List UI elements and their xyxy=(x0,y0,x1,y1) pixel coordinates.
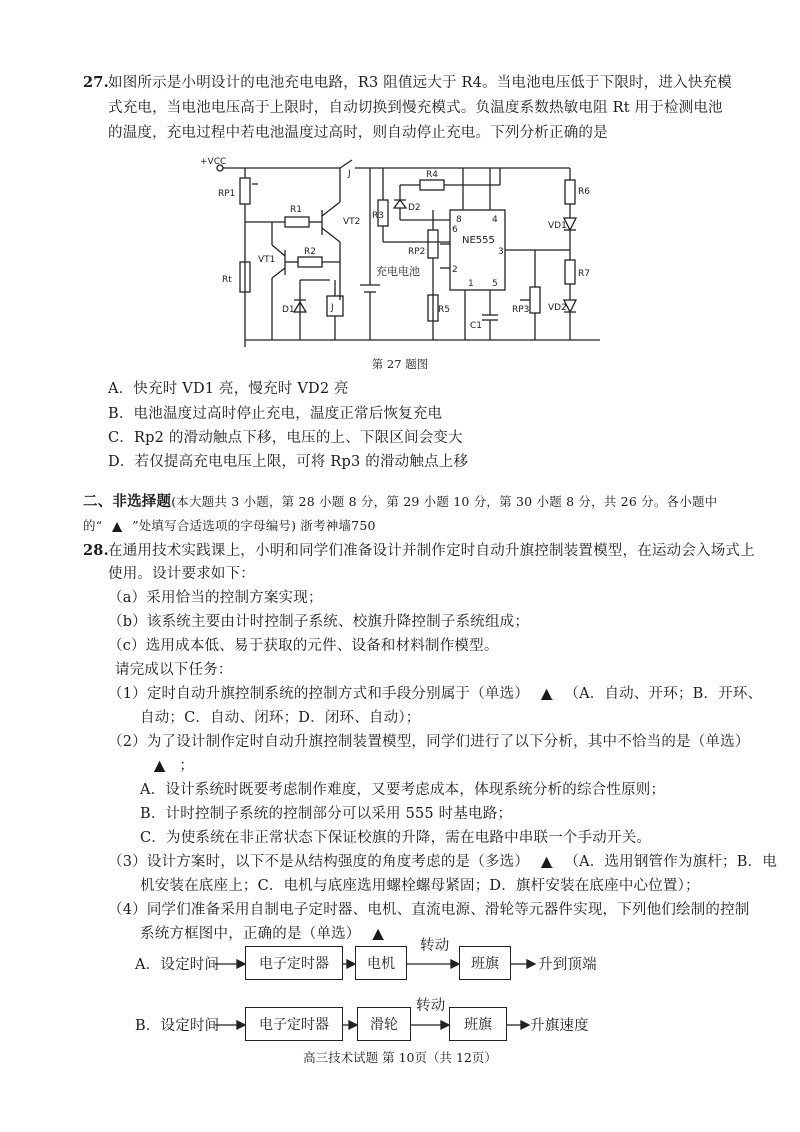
pin-5: 5 xyxy=(492,279,498,289)
diagram-a-box-timer: 电子定时器 xyxy=(245,946,343,980)
diagram-a-box-motor: 电机 xyxy=(355,946,407,980)
figure-caption: 第 27 题图 xyxy=(371,357,429,371)
q28-sub1-post: （A．自动、开环；B．开环、 xyxy=(564,686,763,702)
q28-sub2-line-1: （2）为了设计制作定时自动升旗控制装置模型，同学们进行了以下分析，其中不恰当的是（单选） xyxy=(108,734,750,750)
diagram-a-arrow-label: 转动 xyxy=(420,938,450,954)
label-ne555: NE555 xyxy=(462,235,495,246)
q28-sub3-line-1 xyxy=(108,852,777,872)
section2-desc: (本大题共 3 小题，第 28 小题 8 分，第 29 小题 10 分，第 30 小题 8 分，共 26 分。各小题中 xyxy=(171,494,718,509)
label-d1: D1 xyxy=(282,305,295,315)
q27-stem-line-2: 式充电，当电池电压高于上限时，自动切换到慢充模式。负温度系数热敏电阻 Rt 用于检测电池 xyxy=(108,100,723,116)
label-r4: R4 xyxy=(426,170,438,180)
section2-heading: 二、非选择题 xyxy=(83,493,172,510)
q27-option-b: B．电池温度过高时停止充电，温度正常后恢复充电 xyxy=(108,406,443,422)
q27-stem-line-1: 如图所示是小明设计的电池充电电路，R3 阻值远大于 R4。当电池电压低于下限时，进入快充模 xyxy=(108,75,733,91)
label-c1: C1 xyxy=(470,321,483,331)
label-vd2: VD2 xyxy=(548,303,567,313)
q27-option-c: C．Rp2 的滑动触点下移，电压的上、下限区间会变大 xyxy=(108,430,463,446)
pin-8: 8 xyxy=(456,215,462,225)
q28-stem-line-2: 使用。设计要求如下： xyxy=(108,566,255,582)
q28-sub2-option-b: B．计时控制子系统的控制部分可以采用 555 时基电路； xyxy=(140,806,513,822)
q28-sub1-line-1 xyxy=(108,684,762,704)
pin-2: 2 xyxy=(452,265,458,275)
q28-sub1-pre: （1）定时自动升旗控制系统的控制方式和手段分别属于（单选） xyxy=(108,686,530,702)
label-r5: R5 xyxy=(438,305,450,315)
page-footer: 高三技术试题 第 10页（共 12页） xyxy=(303,1050,497,1065)
label-rp3: RP3 xyxy=(512,305,530,315)
diagram-a-label: A．设定时间 xyxy=(135,957,220,973)
q28-task-intro: 请完成以下任务： xyxy=(115,662,233,678)
q28-requirement-a: （a）采用恰当的控制方案实现； xyxy=(108,590,323,606)
answer-blank[interactable]: ▲ xyxy=(154,758,166,774)
label-r6: R6 xyxy=(578,187,590,197)
label-vcc: +VCC xyxy=(200,157,227,167)
diagram-b-box-pulley: 滑轮 xyxy=(357,1007,411,1041)
label-r1: R1 xyxy=(290,205,302,215)
section2-heading-line xyxy=(83,492,717,512)
section2-desc2-post: ”处填写合适选项的字母编号) 浙考神墙750 xyxy=(132,518,376,533)
q28-sub4-line-1: （4）同学们准备采用自制电子定时器、电机、直流电源、滑轮等元器件实现，下列他们绘制的控制 xyxy=(108,902,750,918)
label-j-relay: J xyxy=(331,303,334,313)
label-j-switch: J xyxy=(348,169,351,179)
label-d2: D2 xyxy=(408,203,421,213)
q28-requirement-b: （b）该系统主要由计时控制子系统、校旗升降控制子系统组成； xyxy=(108,614,530,630)
q27-option-d: D．若仅提高充电电压上限，可将 Rp3 的滑动触点上移 xyxy=(108,454,469,470)
answer-blank[interactable]: ▲ xyxy=(541,686,553,702)
q28-sub2-answer-line xyxy=(140,756,194,776)
label-rp2: RP2 xyxy=(408,247,426,257)
q28-sub3-pre: （3）设计方案时，以下不是从结构强度的角度考虑的是（多选） xyxy=(108,854,530,870)
label-battery: 充电电池 xyxy=(376,265,420,278)
section2-desc-line-2 xyxy=(83,516,376,536)
q28-sub2-option-c: C．为使系统在非正常状态下保证校旗的升降，需在电路中串联一个手动开关。 xyxy=(140,830,652,846)
answer-blank[interactable]: ▲ xyxy=(541,854,553,870)
diagram-b-label: B．设定时间 xyxy=(135,1018,220,1034)
q27-number: 27. xyxy=(83,74,109,91)
answer-blank[interactable]: ▲ xyxy=(372,926,384,942)
label-vt2: VT2 xyxy=(343,217,361,227)
q28-sub2-tail: ； xyxy=(179,758,195,774)
label-vt1: VT1 xyxy=(258,255,276,265)
diagram-b-arrow-label: 转动 xyxy=(416,998,446,1014)
q27-stem-line-3: 的温度，充电过程中若电池温度过高时，则自动停止充电。下列分析正确的是 xyxy=(108,125,608,141)
q28-sub4-pre: 系统方框图中，正确的是（单选） xyxy=(140,926,361,942)
label-r3: R3 xyxy=(372,211,384,221)
label-rp1: RP1 xyxy=(218,189,236,199)
diagram-b-output: 升旗速度 xyxy=(530,1018,589,1034)
label-r2: R2 xyxy=(304,247,316,257)
pin-3: 3 xyxy=(498,247,504,257)
label-vd1: VD1 xyxy=(548,221,567,231)
q28-requirement-c: （c）选用成本低、易于获取的元件、设备和材料制作模型。 xyxy=(108,638,499,654)
q28-sub3-line-2: 机安装在底座上；C．电机与底座选用螺栓螺母紧固；D．旗杆安装在底座中心位置）； xyxy=(140,878,700,894)
label-r7: R7 xyxy=(578,269,590,279)
diagram-a-output: 升到顶端 xyxy=(538,957,597,973)
label-rt: Rt xyxy=(222,275,232,285)
q27-option-a: A．快充时 VD1 亮，慢充时 VD2 亮 xyxy=(108,381,349,397)
q28-number: 28. xyxy=(83,542,109,559)
q28-sub2-option-a: A．设计系统时既要考虑制作难度，又要考虑成本，体现系统分析的综合性原则； xyxy=(140,782,666,798)
pin-4: 4 xyxy=(492,215,498,225)
pin-6: 6 xyxy=(452,225,458,235)
section2-desc2-pre: 的“ xyxy=(83,518,103,533)
q28-stem-line-1: 在通用技术实践课上，小明和同学们准备设计并制作定时自动升旗控制装置模型，在运动会入场式上 xyxy=(108,543,755,559)
answer-blank: ▲ xyxy=(112,518,123,533)
q28-sub3-post: （A．选用钢管作为旗杆；B．电 xyxy=(564,854,778,870)
diagram-a-box-flag: 班旗 xyxy=(459,946,511,980)
q27-circuit-diagram xyxy=(200,150,620,350)
diagram-b-box-timer: 电子定时器 xyxy=(245,1007,343,1041)
pin-1: 1 xyxy=(468,279,474,289)
q28-sub1-line-2: 自动；C．自动、闭环；D．闭环、自动）； xyxy=(140,710,421,726)
diagram-b-box-flag: 班旗 xyxy=(449,1007,507,1041)
